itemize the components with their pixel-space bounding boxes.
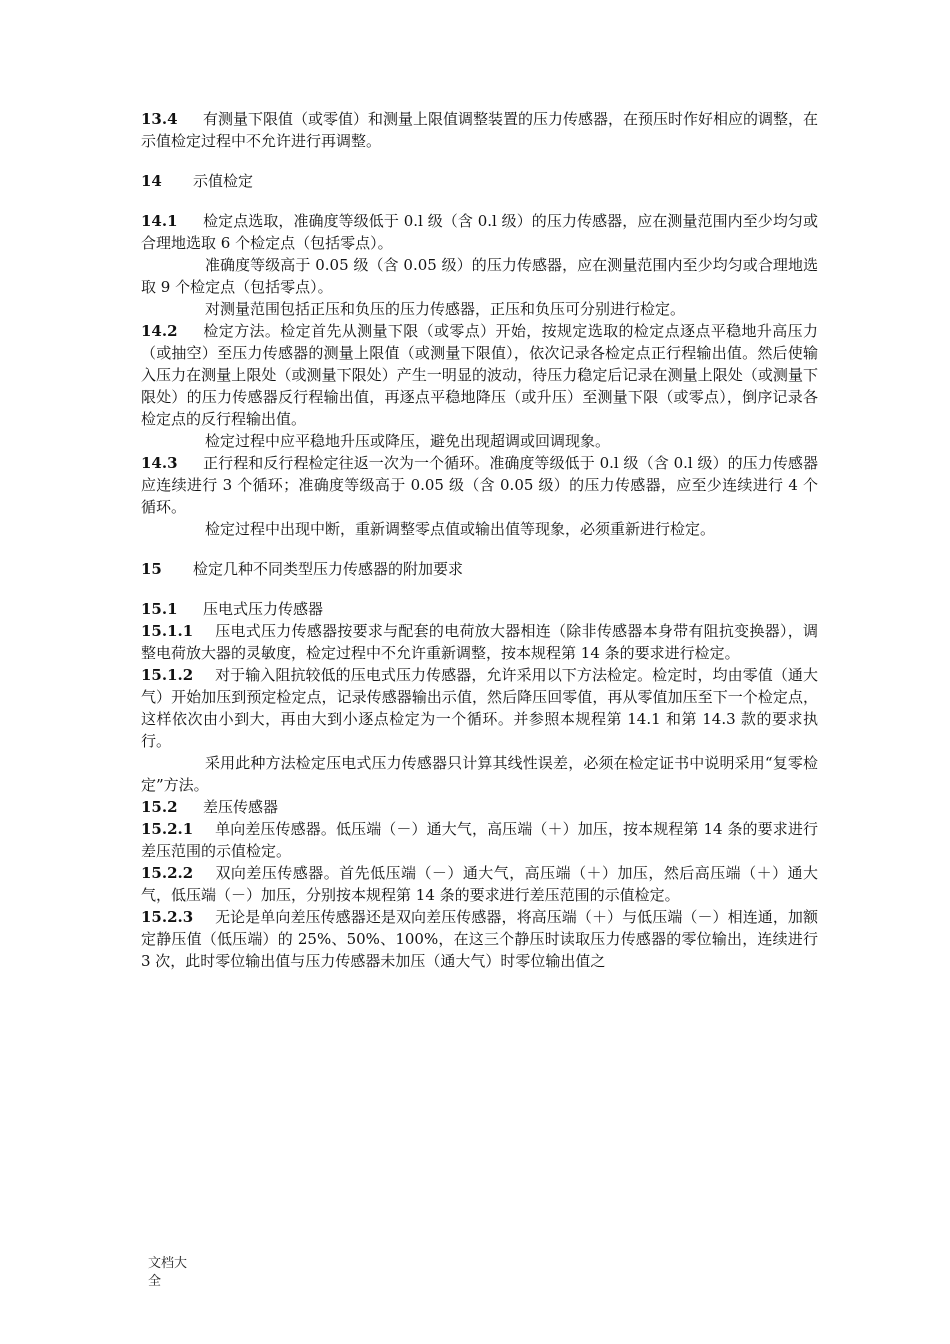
clause-text: 压电式压力传感器按要求与配套的电荷放大器相连（除非传感器本身带有阻抗变换器），调整电荷放大器的灵敏度，检定过程中不允许重新调整，按本规程第 14 条的要求进行检定。: [141, 622, 818, 662]
section-title: 示值检定: [193, 172, 254, 190]
page-footer: [148, 1255, 208, 1291]
clause-text: 正行程和反行程检定往返一次为一个循环。准确度等级低于 0.l 级（含 0.l 级）的压力传感器应连续进行 3 个循环；准确度等级高于 0.05 级（含 0.05 级）的压力传感器，应至少连续进行 4 个循环。: [141, 454, 818, 516]
clause-14-1: [141, 210, 818, 254]
clause-14-2: [141, 320, 818, 430]
section-title: 检定几种不同类型压力传感器的附加要求: [193, 560, 464, 578]
clause-text: 双向差压传感器。首先低压端（－）通大气，高压端（＋）加压，然后高压端（＋）通大气，低压端（－）加压，分别按本规程第 14 条的要求进行差压范围的示值检定。: [141, 864, 818, 904]
clause-13-4: [141, 108, 818, 152]
clause-15-1-1: [141, 620, 818, 664]
footer-line-1: 文档大: [148, 1256, 188, 1271]
clause-number: 15.2.3: [141, 908, 194, 926]
clause-15-1-2: [141, 664, 818, 752]
clause-15-1-2-para2: 采用此种方法检定压电式压力传感器只计算其线性误差，必须在检定证书中说明采用“复零检定”方法。: [141, 754, 818, 794]
clause-14-3: [141, 452, 818, 518]
clause-15-2-2: [141, 862, 818, 906]
clause-text: 有测量下限值（或零值）和测量上限值调整装置的压力传感器，在预压时作好相应的调整，在示值检定过程中不允许进行再调整。: [141, 110, 819, 150]
clause-title: 差压传感器: [203, 798, 279, 816]
clause-14-2-para2: 检定过程中应平稳地升压或降压，避免出现超调或回调现象。: [205, 432, 611, 450]
clause-text: 单向差压传感器。低压端（－）通大气，高压端（＋）加压，按本规程第 14 条的要求进行差压范围的示值检定。: [141, 820, 818, 860]
clause-14-1-para2: 准确度等级高于 0.05 级（含 0.05 级）的压力传感器，应在测量范围内至少均匀或合理地选取 9 个检定点（包括零点）。: [141, 256, 818, 296]
section-14-heading: [141, 170, 818, 192]
clause-14-3-para2: 检定过程中出现中断，重新调整零点值或输出值等现象，必须重新进行检定。: [205, 520, 716, 538]
clause-15-2-3: [141, 906, 818, 972]
clause-number: 14.3: [141, 454, 178, 472]
clause-number: 13.4: [141, 110, 178, 128]
clause-number: 15.1.2: [141, 666, 194, 684]
clause-text: 检定方法。检定首先从测量下限（或零点）开始，按规定选取的检定点逐点平稳地升高压力（或抽空）至压力传感器的测量上限值（或测量下限值），依次记录各检定点正行程输出值。然后使输入压力在测量上限处（或测量下限处）产生一明显的波动，待压力稳定后记录在测量上限处（或测量下限处）的压力传感器反行程输出值，再逐点平稳地降压（或升压）至测量下限（或零点），倒序记录各检定点的反行程输出值。: [141, 322, 818, 428]
clause-text: 检定点选取，准确度等级低于 0.l 级（含 0.l 级）的压力传感器，应在测量范围内至少均匀或合理地选取 6 个检定点（包括零点）。: [141, 212, 818, 252]
clause-number: 15.2: [141, 798, 178, 816]
document-body: [141, 108, 818, 972]
clause-number: 14.2: [141, 322, 178, 340]
clause-14-1-para3: 对测量范围包括正压和负压的压力传感器，正压和负压可分别进行检定。: [205, 300, 686, 318]
clause-number: 15.1.1: [141, 622, 194, 640]
clause-number: 15.2.1: [141, 820, 194, 838]
clause-text: 对于输入阻抗较低的压电式压力传感器，允许采用以下方法检定。检定时，均由零值（通大气）开始加压到预定检定点，记录传感器输出示值，然后降压回零值，再从零值加压至下一个检定点，这样依次由小到大，再由大到小逐点检定为一个循环。并参照本规程第 14.1 和第 14.3 款的要求执行。: [141, 666, 818, 750]
clause-15-1-heading: [141, 598, 818, 620]
clause-number: 14.1: [141, 212, 178, 230]
clause-title: 压电式压力传感器: [203, 600, 324, 618]
clause-number: 15.1: [141, 600, 178, 618]
section-15-heading: [141, 558, 818, 580]
clause-number: 15.2.2: [141, 864, 194, 882]
footer-line-2: 全: [148, 1274, 162, 1289]
section-number: 15: [141, 560, 162, 578]
section-number: 14: [141, 172, 162, 190]
clause-15-2-1: [141, 818, 818, 862]
clause-15-2-heading: [141, 796, 818, 818]
clause-text: 无论是单向差压传感器还是双向差压传感器，将高压端（＋）与低压端（－）相连通，加额定静压值（低压端）的 25%、50%、100%，在这三个静压时读取压力传感器的零位输出，连续进行 3 次，此时零位输出值与压力传感器未加压（通大气）时零位输出值之: [141, 908, 818, 970]
